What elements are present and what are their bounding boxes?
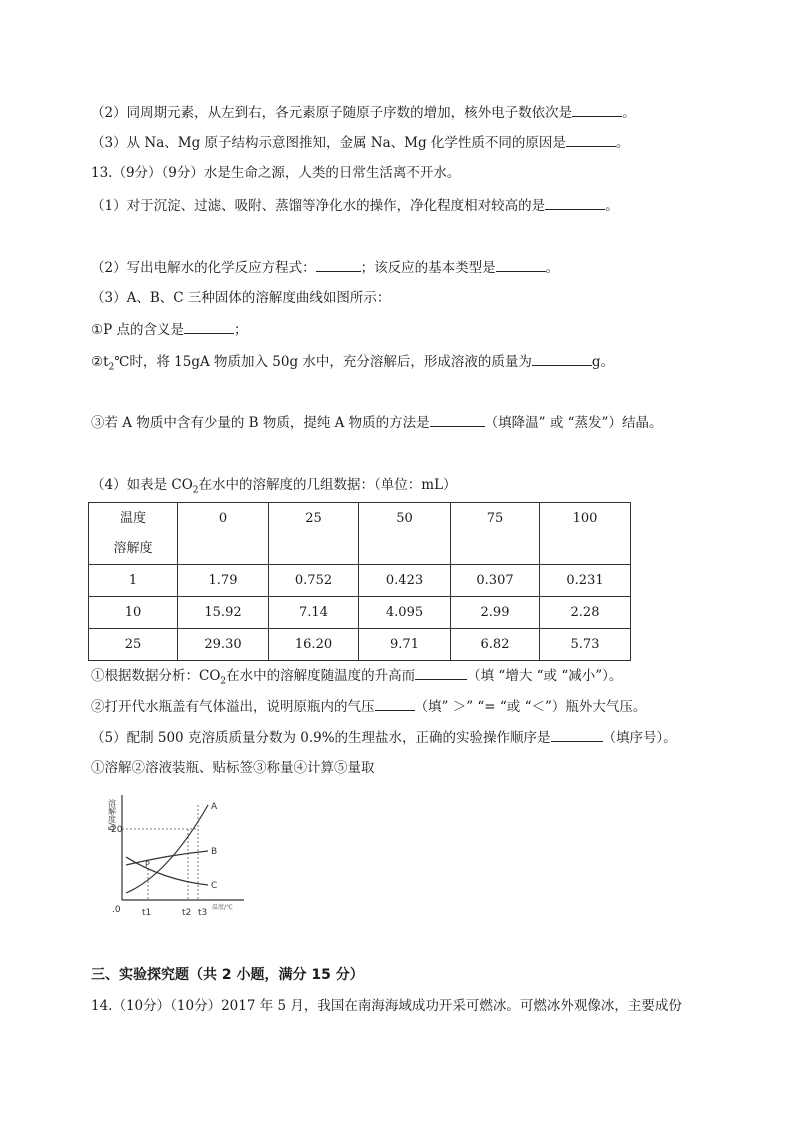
curve-A bbox=[126, 805, 208, 893]
table-cell: 29.30 bbox=[178, 629, 269, 661]
table-row bbox=[89, 629, 631, 661]
table-header-row bbox=[89, 503, 631, 565]
table-cell: 16.20 bbox=[269, 629, 359, 661]
table-header-cell: 0 bbox=[178, 503, 269, 565]
table-cell: 5.73 bbox=[540, 629, 631, 661]
x-axis-label: 温度/℃ bbox=[212, 904, 233, 911]
x-tick-label: t1 bbox=[142, 908, 152, 918]
table-cell: 9.71 bbox=[359, 629, 451, 661]
q13-part4b: ②打开代水瓶盖有气体溢出，说明原瓶内的气压 （填” ＞” “= “或 “＜”）瓶外大气压。 bbox=[91, 699, 647, 715]
table-cell: 1 bbox=[89, 565, 178, 597]
table-header-cell: 50 bbox=[359, 503, 451, 565]
table-cell: 0.752 bbox=[269, 565, 359, 597]
curve-C bbox=[126, 857, 208, 885]
answer-blank[interactable] bbox=[566, 133, 616, 147]
header-temp: 温度 bbox=[119, 510, 146, 526]
q13-part3a: ①P 点的含义是 ； bbox=[91, 322, 248, 338]
q13-part3: （3）A、B、C 三种固体的溶解度曲线如图所示： bbox=[91, 290, 391, 306]
table-cell: 0.231 bbox=[540, 565, 631, 597]
table-corner-header bbox=[89, 503, 178, 565]
header-solubility: 溶解度 bbox=[113, 540, 153, 556]
table-cell: 2.28 bbox=[540, 597, 631, 629]
table-cell: 7.14 bbox=[269, 597, 359, 629]
q13-part5: （5）配制 500 克溶质质量分数为 0.9%的生理盐水，正确的实验操作顺序是 （填序号）。 bbox=[91, 730, 677, 746]
table-row bbox=[89, 565, 631, 597]
answer-blank[interactable] bbox=[532, 352, 592, 366]
origin-label: .0 bbox=[112, 905, 121, 915]
q13-title: 13.（9分）（9分）水是生命之源，人类的日常生活离不开水。 bbox=[91, 165, 461, 181]
answer-blank[interactable] bbox=[496, 258, 546, 272]
q12-part2: （2）同周期元素，从左到右，各元素原子随原子序数的增加，核外电子数依次是 。 bbox=[91, 105, 636, 121]
q13-part3c: ③若 A 物质中含有少量的 B 物质，提纯 A 物质的方法是 （填降温” 或 “蒸发”）结晶。 bbox=[91, 415, 663, 431]
section-3-heading: 三、实验探究题（共 2 小题，满分 15 分） bbox=[91, 967, 364, 983]
table-cell: 25 bbox=[89, 629, 178, 661]
q13-part4: （4）如表是 $CO_2$在水中的溶解度的几组数据：（单位：mL） bbox=[91, 477, 457, 496]
answer-blank[interactable] bbox=[316, 258, 361, 272]
q13-part2: （2）写出电解水的化学反应方程式： ；该反应的基本类型是 。 bbox=[91, 260, 560, 276]
answer-blank[interactable] bbox=[430, 413, 485, 427]
table-cell: 1.79 bbox=[178, 565, 269, 597]
table-cell: 10 bbox=[89, 597, 178, 629]
answer-blank[interactable] bbox=[184, 320, 234, 334]
table-header-cell: 25 bbox=[269, 503, 359, 565]
series-label-B: B bbox=[211, 847, 218, 857]
x-tick-label: t2 bbox=[182, 908, 192, 918]
q13-part4a: ①根据数据分析：$CO_2$在水中的溶解度随温度的升高而 （填 “增大 “或 “减小”）。 bbox=[91, 668, 623, 687]
y-axis-label: 溶解度/g bbox=[108, 799, 117, 831]
table-row bbox=[89, 597, 631, 629]
answer-blank[interactable] bbox=[551, 728, 603, 742]
series-label-A: A bbox=[211, 802, 218, 812]
answer-blank[interactable] bbox=[375, 697, 415, 711]
table-cell: 15.92 bbox=[178, 597, 269, 629]
q12-part3: （3）从 Na、Mg 原子结构示意图推知，金属 Na、Mg 化学性质不同的原因是 。 bbox=[91, 135, 630, 151]
x-tick-label: t3 bbox=[198, 908, 208, 918]
table-header-cell: 100 bbox=[540, 503, 631, 565]
q14-title: 14.（10分）（10分）2017 年 5 月，我国在南海海域成功开采可燃冰。可燃冰外观像冰，主要成份 bbox=[91, 998, 682, 1014]
answer-blank[interactable] bbox=[415, 666, 467, 680]
solubility-curve-chart bbox=[108, 785, 248, 920]
table-cell: 0.423 bbox=[359, 565, 451, 597]
answer-blank[interactable] bbox=[545, 196, 605, 210]
table-header-cell: 75 bbox=[451, 503, 540, 565]
q13-part1: （1）对于沉淀、过滤、吸附、蒸馏等净化水的操作，净化程度相对较高的是 。 bbox=[91, 198, 619, 214]
series-label-C: C bbox=[211, 881, 218, 891]
table-cell: 4.095 bbox=[359, 597, 451, 629]
answer-blank[interactable] bbox=[572, 103, 622, 117]
y-tick-label: 20 bbox=[111, 825, 123, 835]
table-cell: 2.99 bbox=[451, 597, 540, 629]
q13-part5-options: ①溶解②溶液装瓶、贴标签③称量④计算⑤量取 bbox=[91, 760, 375, 776]
table-cell: 0.307 bbox=[451, 565, 540, 597]
point-label-P: P bbox=[145, 860, 150, 869]
solubility-table bbox=[88, 502, 631, 661]
table-cell: 6.82 bbox=[451, 629, 540, 661]
q13-part3b: $②t_2℃$时，将 15gA 物质加入 50g 水中，充分溶解后，形成溶液的质量为 g。 bbox=[91, 354, 615, 373]
